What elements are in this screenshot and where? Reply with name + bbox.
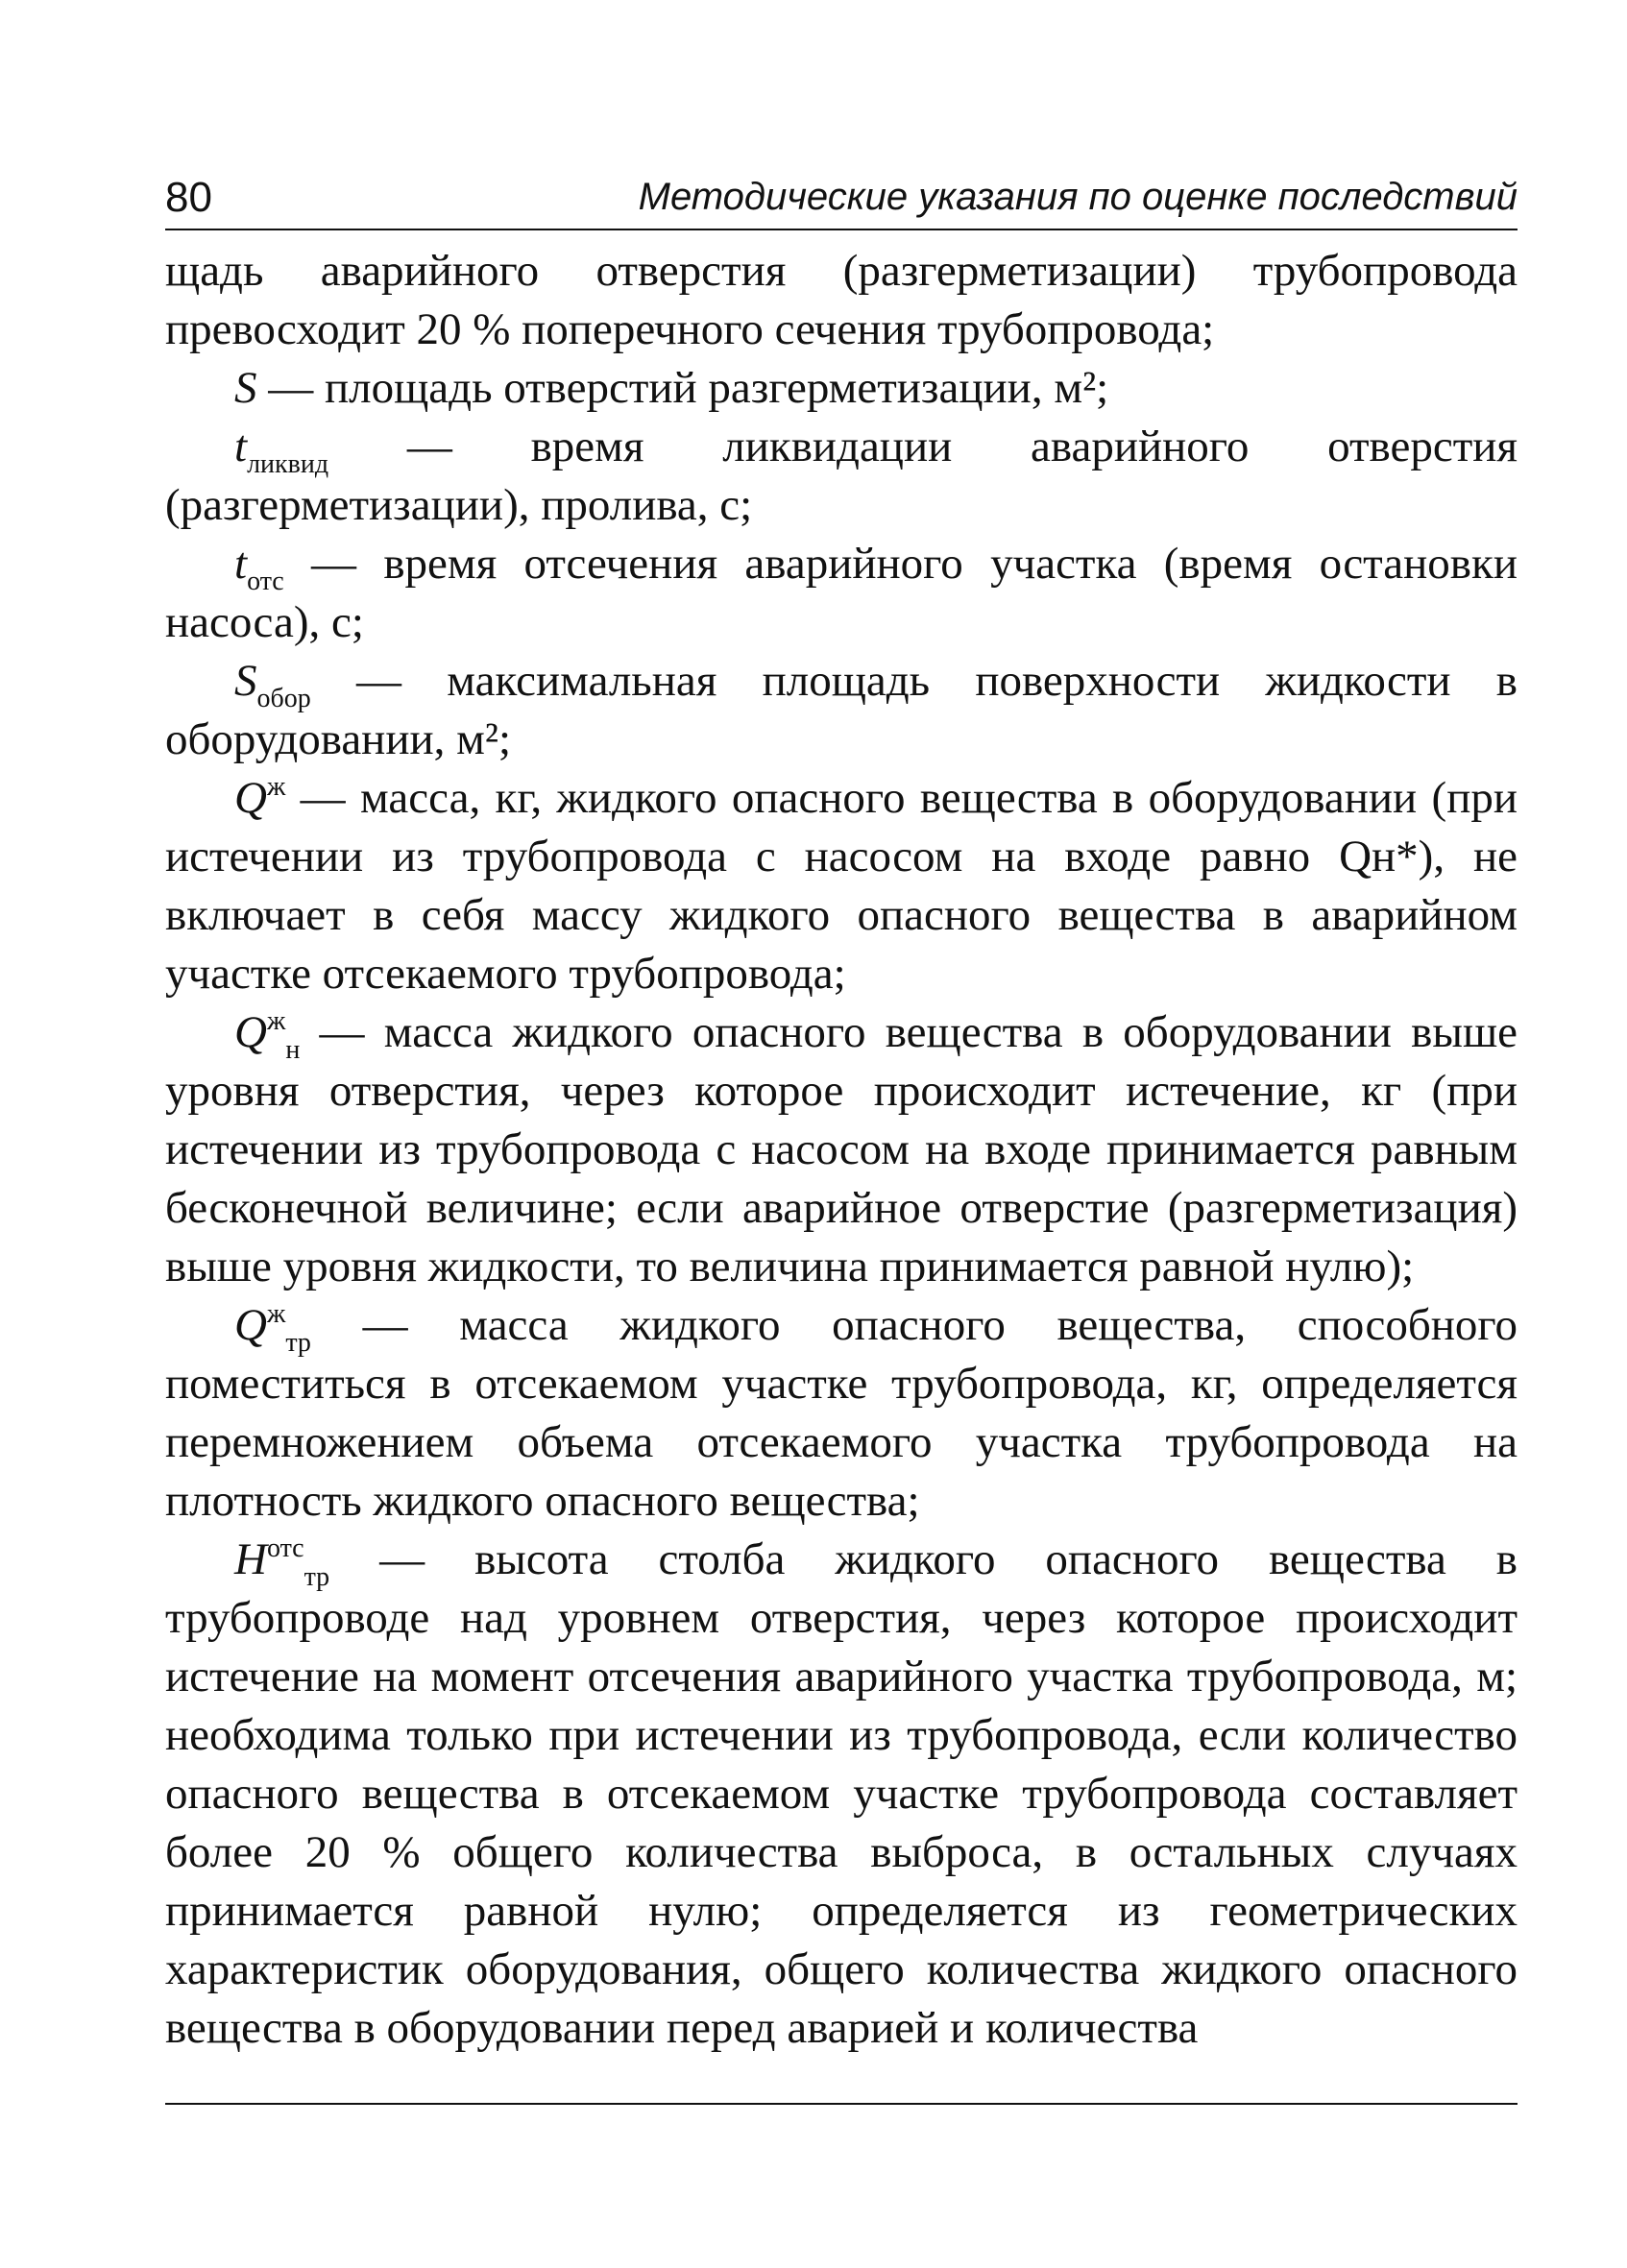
page-number: 80 (165, 174, 212, 221)
symbol: S (234, 656, 257, 706)
definition-paragraph (165, 418, 1518, 535)
symbol-subscript: отс (247, 567, 284, 596)
definition-text: — максимальная площадь поверхности жидкости в оборудовании, м²; (165, 656, 1518, 764)
paragraph (165, 242, 1518, 359)
symbol-subscript: обор (256, 684, 311, 713)
symbol-superscript: ж (266, 1006, 286, 1036)
definition-paragraph (165, 769, 1518, 1003)
symbol: t (234, 422, 248, 471)
page-header (165, 171, 1518, 230)
symbol-subscript: тр (285, 1328, 311, 1358)
definition-text: — время отсечения аварийного участка (время остановки насоса), с; (165, 539, 1518, 647)
definition-paragraph (165, 359, 1518, 418)
definition-text: — площадь отверстий разгерметизации, м²; (256, 363, 1109, 413)
symbol-superscript: ж (266, 772, 286, 802)
document-page (165, 171, 1518, 2058)
definition-text: — масса жидкого опасного вещества в оборудовании выше уровня отверстия, через которое происходит истечение, кг (при истечении из трубопровода с насосом на входе принимается равным бесконечной величине; если аварийное отверстие (разгерметизация) выше уровня жидкости, то величина принимается равной нулю); (165, 1007, 1518, 1291)
symbol: Q (234, 1300, 267, 1350)
definition-paragraph (165, 652, 1518, 769)
definition-paragraph (165, 1296, 1518, 1531)
symbol: H (234, 1534, 267, 1584)
definition-paragraph (165, 535, 1518, 652)
symbol: Q (234, 773, 267, 823)
symbol: S (234, 363, 257, 413)
paragraph-text: щадь аварийного отверстия (разгерметизации) трубопровода превосходит 20 % поперечного сечения трубопровода; (165, 246, 1518, 354)
symbol: t (234, 539, 248, 589)
definition-text: — масса, кг, жидкого опасного вещества в оборудовании (при истечении из трубопровода с насосом на входе равно Qн*), не включает в себя массу жидкого опасного вещества в аварийном участке отсекаемого трубопровода; (165, 773, 1518, 999)
symbol-subscript: н (285, 1035, 301, 1065)
symbol-subscript: тр (304, 1562, 330, 1592)
body-text (165, 242, 1518, 2058)
symbol: Q (234, 1007, 267, 1057)
definition-text: — высота столба жидкого опасного вещества в трубопроводе над уровнем отверстия, через которое происходит истечение на момент отсечения аварийного участка трубопровода, м; необходима только при истечении из трубопровода, если количество опасного вещества в отсекаемом участке трубопровода составляет более 20 % общего количества выброса, в остальных случаях принимается равной нулю; определяется из геометрических характеристик оборудования, общего количества жидкого опасного вещества в оборудовании перед аварией и количества (165, 1534, 1518, 2053)
footer-rule (165, 2103, 1518, 2105)
definition-text: — время ликвидации аварийного отверстия (разгерметизации), пролива, с; (165, 422, 1518, 530)
definition-paragraph (165, 1003, 1518, 1296)
symbol-subscript: ликвид (247, 449, 329, 479)
running-title: Методические указания по оценке последствий (638, 176, 1518, 218)
definition-text: — масса жидкого опасного вещества, способного поместиться в отсекаемом участке трубопровода, кг, определяется перемножением объема отсекаемого участка трубопровода на плотность жидкого опасного вещества; (165, 1300, 1518, 1526)
symbol-superscript: ж (266, 1299, 286, 1329)
definition-paragraph (165, 1531, 1518, 2058)
symbol-superscript: отс (266, 1533, 304, 1563)
